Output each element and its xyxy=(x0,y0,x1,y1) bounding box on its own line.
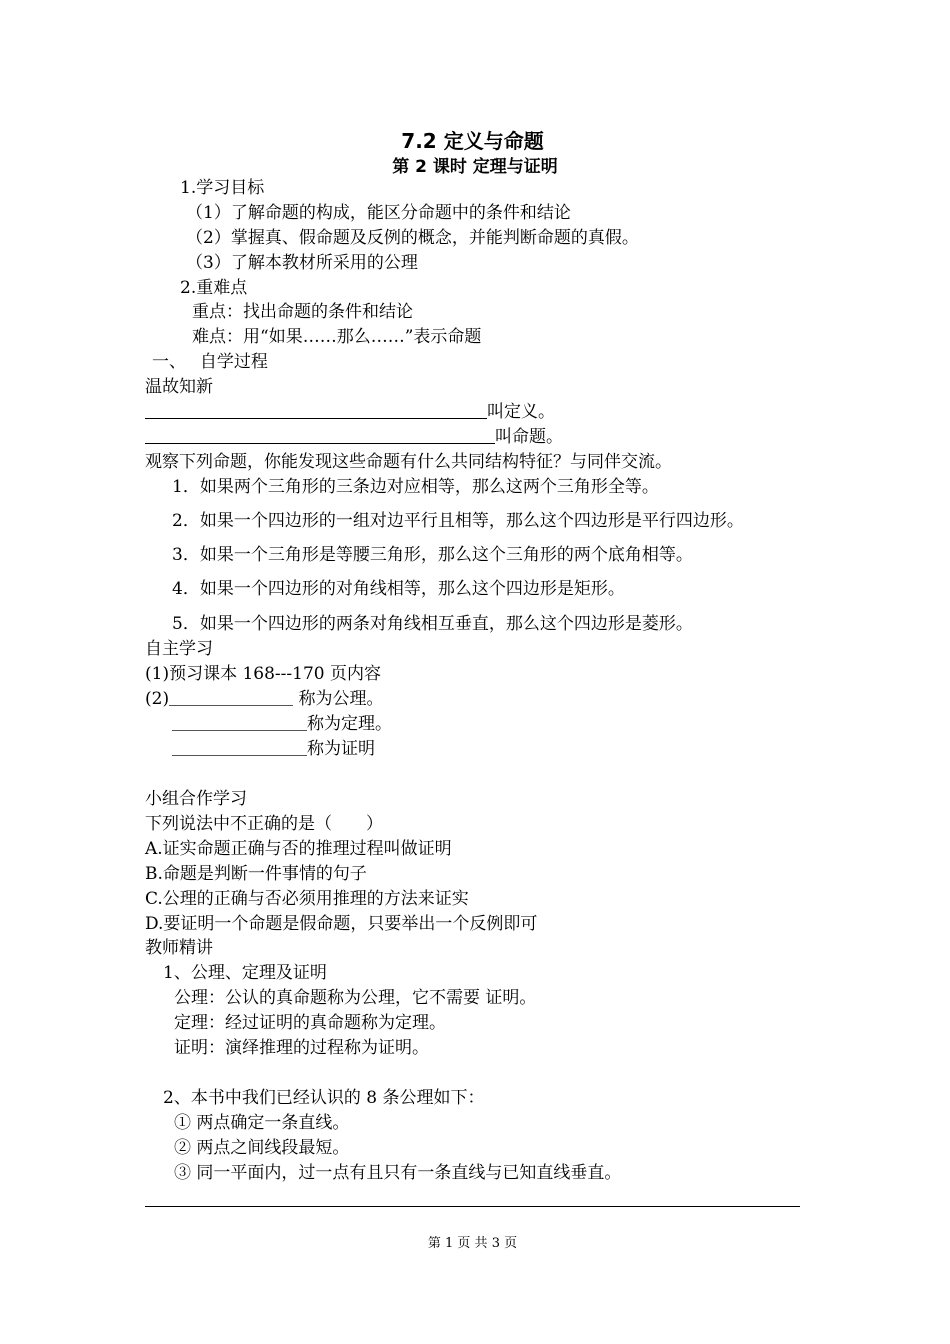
answer-blank[interactable] xyxy=(172,739,307,756)
page-title: 7.2 定义与命题 xyxy=(401,129,544,153)
teacher-definition: 定理：经过证明的真命题称为定理。 xyxy=(174,1013,446,1033)
axiom-fill-line xyxy=(145,689,384,709)
teacher-point: 2、本书中我们已经认识的 8 条公理如下： xyxy=(163,1088,485,1108)
definition-fill-line xyxy=(145,402,555,422)
key-point: 重点：找出命题的条件和结论 xyxy=(192,302,413,322)
objective-item: （2）掌握真、假命题及反例的概念，并能判断命题的真假。 xyxy=(186,228,639,248)
teacher-point: 1、公理、定理及证明 xyxy=(163,963,327,983)
teacher-heading: 教师精讲 xyxy=(145,938,213,958)
objective-item: （1）了解命题的构成，能区分命题中的条件和结论 xyxy=(186,203,571,223)
item-prefix: (2) xyxy=(145,689,170,709)
observe-prompt: 观察下列命题，你能发现这些命题有什么共同结构特征？与同伴交流。 xyxy=(145,452,672,472)
key-points-heading: 2.重难点 xyxy=(180,278,248,298)
review-heading: 温故知新 xyxy=(145,377,213,397)
group-heading: 小组合作学习 xyxy=(145,789,247,809)
self-study-item: (1)预习课本 168---170 页内容 xyxy=(145,664,382,684)
proposition-item: 2．如果一个四边形的一组对边平行且相等，那么这个四边形是平行四边形。 xyxy=(172,511,744,531)
objectives-heading: 1.学习目标 xyxy=(180,178,265,198)
footer-divider xyxy=(145,1206,800,1207)
page-subtitle: 第 2 课时 定理与证明 xyxy=(392,157,558,177)
self-study-heading: 自主学习 xyxy=(145,639,213,659)
axiom-item: ③ 同一平面内，过一点有且只有一条直线与已知直线垂直。 xyxy=(174,1163,622,1183)
blank-suffix: 称为定理。 xyxy=(307,714,392,734)
option-b: B.命题是判断一件事情的句子 xyxy=(145,864,367,884)
proposition-item: 4．如果一个四边形的对角线相等，那么这个四边形是矩形。 xyxy=(172,579,625,599)
axiom-item: ① 两点确定一条直线。 xyxy=(174,1113,350,1133)
teacher-definition: 证明：演绎推理的过程称为证明。 xyxy=(174,1038,429,1058)
answer-blank[interactable] xyxy=(145,427,495,444)
teacher-definition: 公理：公认的真命题称为公理，它不需要 证明。 xyxy=(174,988,537,1008)
objective-item: （3）了解本教材所采用的公理 xyxy=(186,253,418,273)
blank-suffix: 称为公理。 xyxy=(293,689,384,709)
proposition-fill-line xyxy=(145,427,563,447)
proof-fill-line xyxy=(172,739,375,759)
option-a: A.证实命题正确与否的推理过程叫做证明 xyxy=(145,839,452,859)
option-c: C.公理的正确与否必须用推理的方法来证实 xyxy=(145,889,469,909)
page-footer: 第 1 页 共 3 页 xyxy=(427,1236,518,1251)
answer-blank[interactable] xyxy=(169,689,293,706)
blank-suffix: 称为证明 xyxy=(307,739,375,759)
proposition-item: 5．如果一个四边形的两条对角线相互垂直，那么这个四边形是菱形。 xyxy=(172,614,693,634)
difficult-point: 难点：用“如果……那么……”表示命题 xyxy=(192,327,482,347)
answer-blank[interactable] xyxy=(172,714,307,731)
blank-suffix: 叫定义。 xyxy=(487,402,555,422)
section-heading: 一、 自学过程 xyxy=(152,352,268,372)
answer-blank[interactable] xyxy=(145,402,487,419)
proposition-item: 3．如果一个三角形是等腰三角形，那么这个三角形的两个底角相等。 xyxy=(172,545,693,565)
option-d: D.要证明一个命题是假命题，只要举出一个反例即可 xyxy=(145,914,538,934)
proposition-item: 1．如果两个三角形的三条边对应相等，那么这两个三角形全等。 xyxy=(172,477,659,497)
blank-suffix: 叫命题。 xyxy=(495,427,563,447)
question: 下列说法中不正确的是（ ） xyxy=(145,814,383,834)
theorem-fill-line xyxy=(172,714,392,734)
axiom-item: ② 两点之间线段最短。 xyxy=(174,1138,350,1158)
